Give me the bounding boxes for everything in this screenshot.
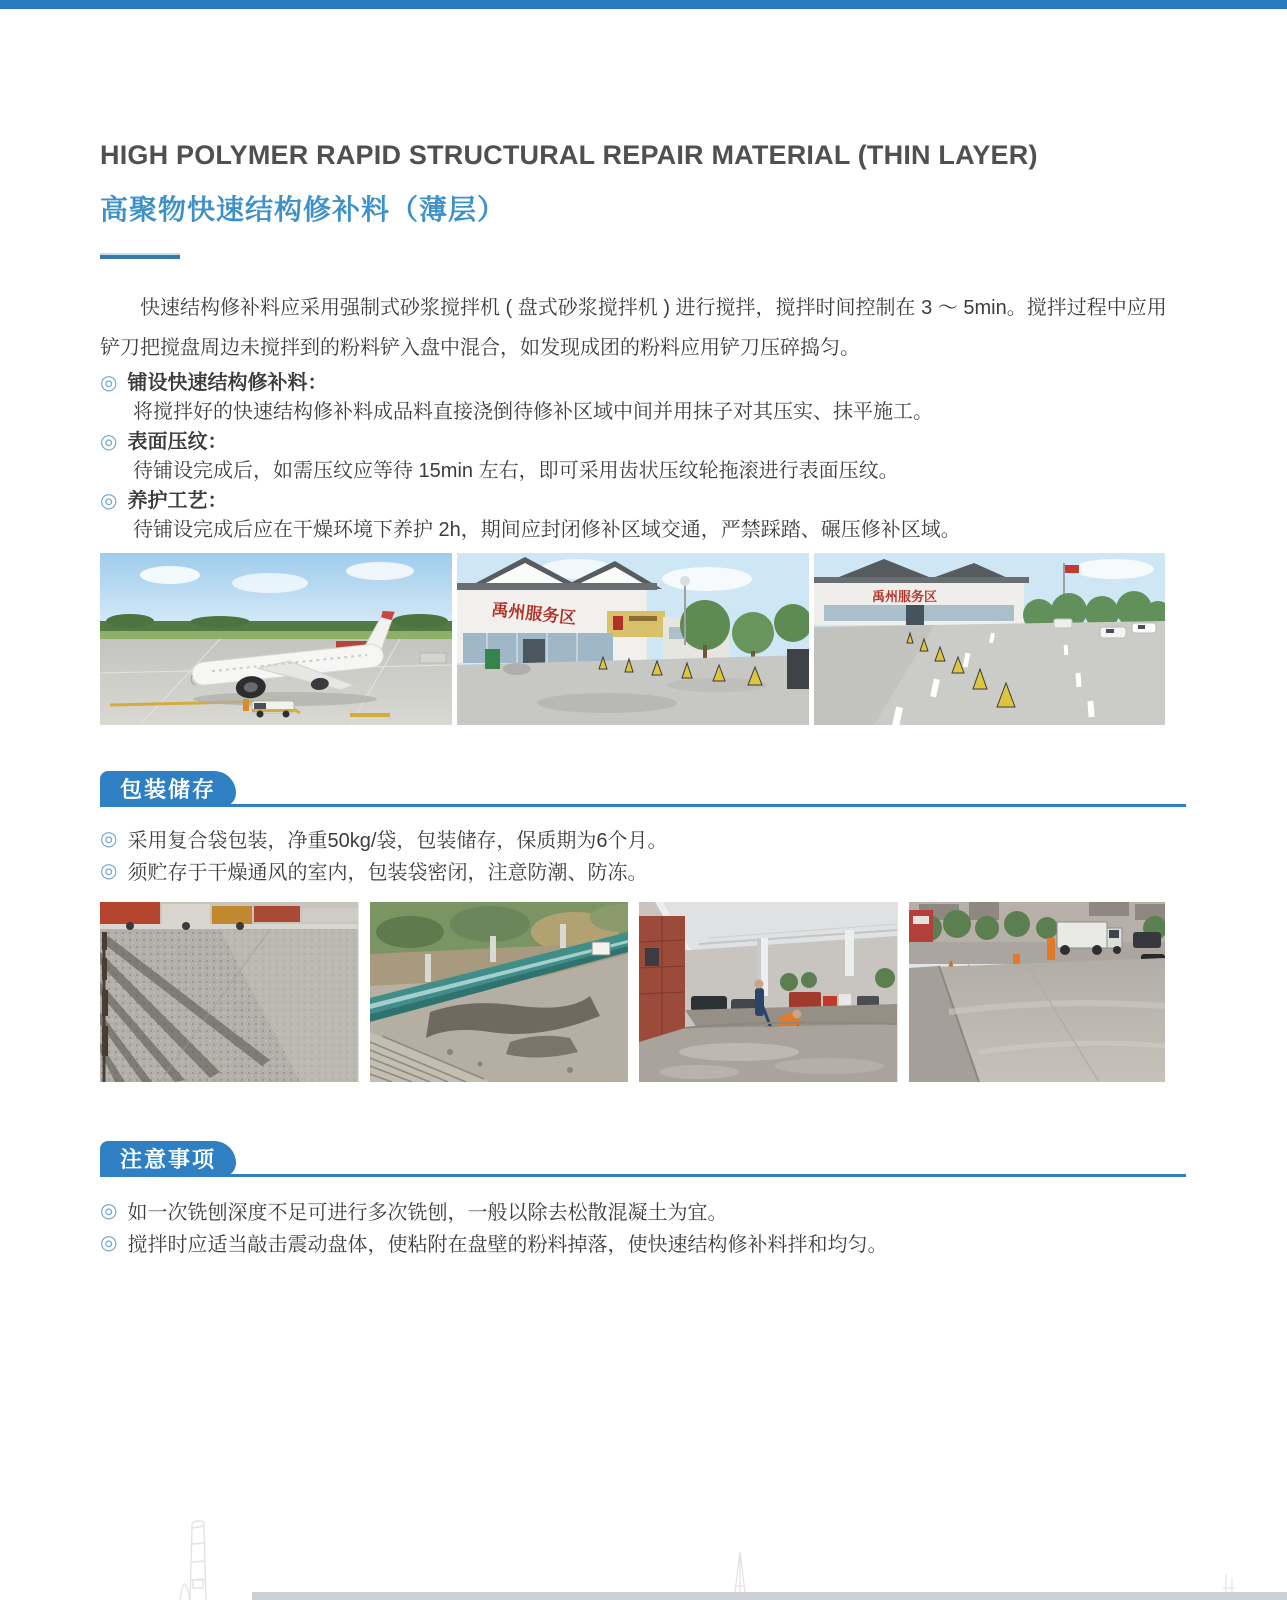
photo-airplane-on-airport-apron — [100, 553, 452, 725]
intro-item-2-detail: 待铺设完成后，如需压纹应等待 15min 左右，即可采用齿状压纹轮拖滚进行表面压纹。 — [133, 459, 899, 482]
packaging-storage-bullets — [100, 822, 1186, 886]
double-circle-bullet-icon: ◎ — [100, 371, 118, 394]
svg-text:禹州服务区: 禹州服务区 — [490, 600, 578, 628]
intro-item-3-detail: 待铺设完成后应在干燥环境下养护 2h，期间应封闭修补区域交通，严禁踩踏、碾压修补区域。 — [133, 518, 961, 541]
double-circle-bullet-icon: ◎ — [100, 1199, 118, 1222]
photo-roadside-guardrail-before-repair — [370, 902, 629, 1082]
intro-item-2-head — [100, 427, 1186, 457]
bullet-text: 搅拌时应适当敲击震动盘体，使粘附在盘壁的粉料掉落，使快速结构修补料拌和均匀。 — [127, 1233, 888, 1256]
page-title-english: HIGH POLYMER RAPID STRUCTURAL REPAIR MATERIAL (THIN LAYER) — [100, 140, 1038, 170]
double-circle-bullet-icon: ◎ — [100, 489, 118, 512]
page-bottom-footer-bar — [252, 1592, 1287, 1600]
page-title-chinese: 高聚物快速结构修补料（薄层） — [100, 194, 507, 225]
photo-workers-leveling-repair-at-gas-station — [639, 902, 898, 1082]
photo-service-area-building-street — [457, 553, 809, 725]
intro-item-1-label: 铺设快速结构修补料： — [127, 371, 328, 394]
double-circle-bullet-icon: ◎ — [100, 1231, 118, 1254]
bullet-text: 如一次铣刨深度不足可进行多次铣刨，一般以除去松散混凝土为宜。 — [127, 1201, 728, 1224]
photo-row-2 — [100, 902, 1165, 1082]
bullet-text: 须贮存于干燥通风的室内，包装袋密闭，注意防潮、防冻。 — [127, 861, 648, 884]
bullet-text: 采用复合袋包装，净重50kg/袋，包装储存，保质期为6个月。 — [127, 829, 668, 852]
intro-item-1-head — [100, 368, 1186, 398]
photo-service-area-road-with-bollards — [814, 553, 1165, 725]
photo-finished-smooth-concrete-pavement — [909, 902, 1166, 1082]
intro-item-2-label: 表面压纹： — [127, 430, 228, 453]
bullet-line — [100, 1226, 1186, 1258]
section-rule-1 — [100, 804, 1186, 807]
intro-item-3-label: 养护工艺： — [127, 489, 228, 512]
watermark-bridge-pylon-sketch — [176, 1518, 222, 1600]
photo-row-1 — [100, 553, 1165, 725]
double-circle-bullet-icon: ◎ — [100, 859, 118, 882]
bullet-line — [100, 854, 1186, 886]
section-tab-packaging-storage: 包装储存 — [100, 771, 236, 807]
intro-block — [100, 288, 1186, 545]
intro-item-1-detail: 将搅拌好的快速结构修补料成品料直接浇倒待修补区域中间并用抹子对其压实、抹平施工。 — [133, 400, 933, 423]
section-rule-2 — [100, 1174, 1186, 1177]
double-circle-bullet-icon: ◎ — [100, 827, 118, 850]
svg-text:禹州服务区: 禹州服务区 — [872, 589, 938, 604]
photo-milled-concrete-road-surface — [100, 902, 359, 1082]
bullet-line — [100, 1194, 1186, 1226]
precautions-bullets — [100, 1194, 1186, 1258]
title-underline-dash — [100, 253, 180, 259]
intro-paragraph: 快速结构修补料应采用强制式砂浆搅拌机 ( 盘式砂浆搅拌机 ) 进行搅拌，搅拌时间控制在 3 ～ 5min。搅拌过程中应用铲刀把搅盘周边未搅拌到的粉料铲入盘中混合，如发现成团的粉料应用铲刀压碎捣匀。 — [100, 297, 1167, 359]
bullet-line — [100, 822, 1186, 854]
section-tab-precautions: 注意事项 — [100, 1141, 236, 1177]
double-circle-bullet-icon: ◎ — [100, 430, 118, 453]
intro-item-3-head — [100, 486, 1186, 516]
page-top-accent-bar — [0, 0, 1287, 9]
